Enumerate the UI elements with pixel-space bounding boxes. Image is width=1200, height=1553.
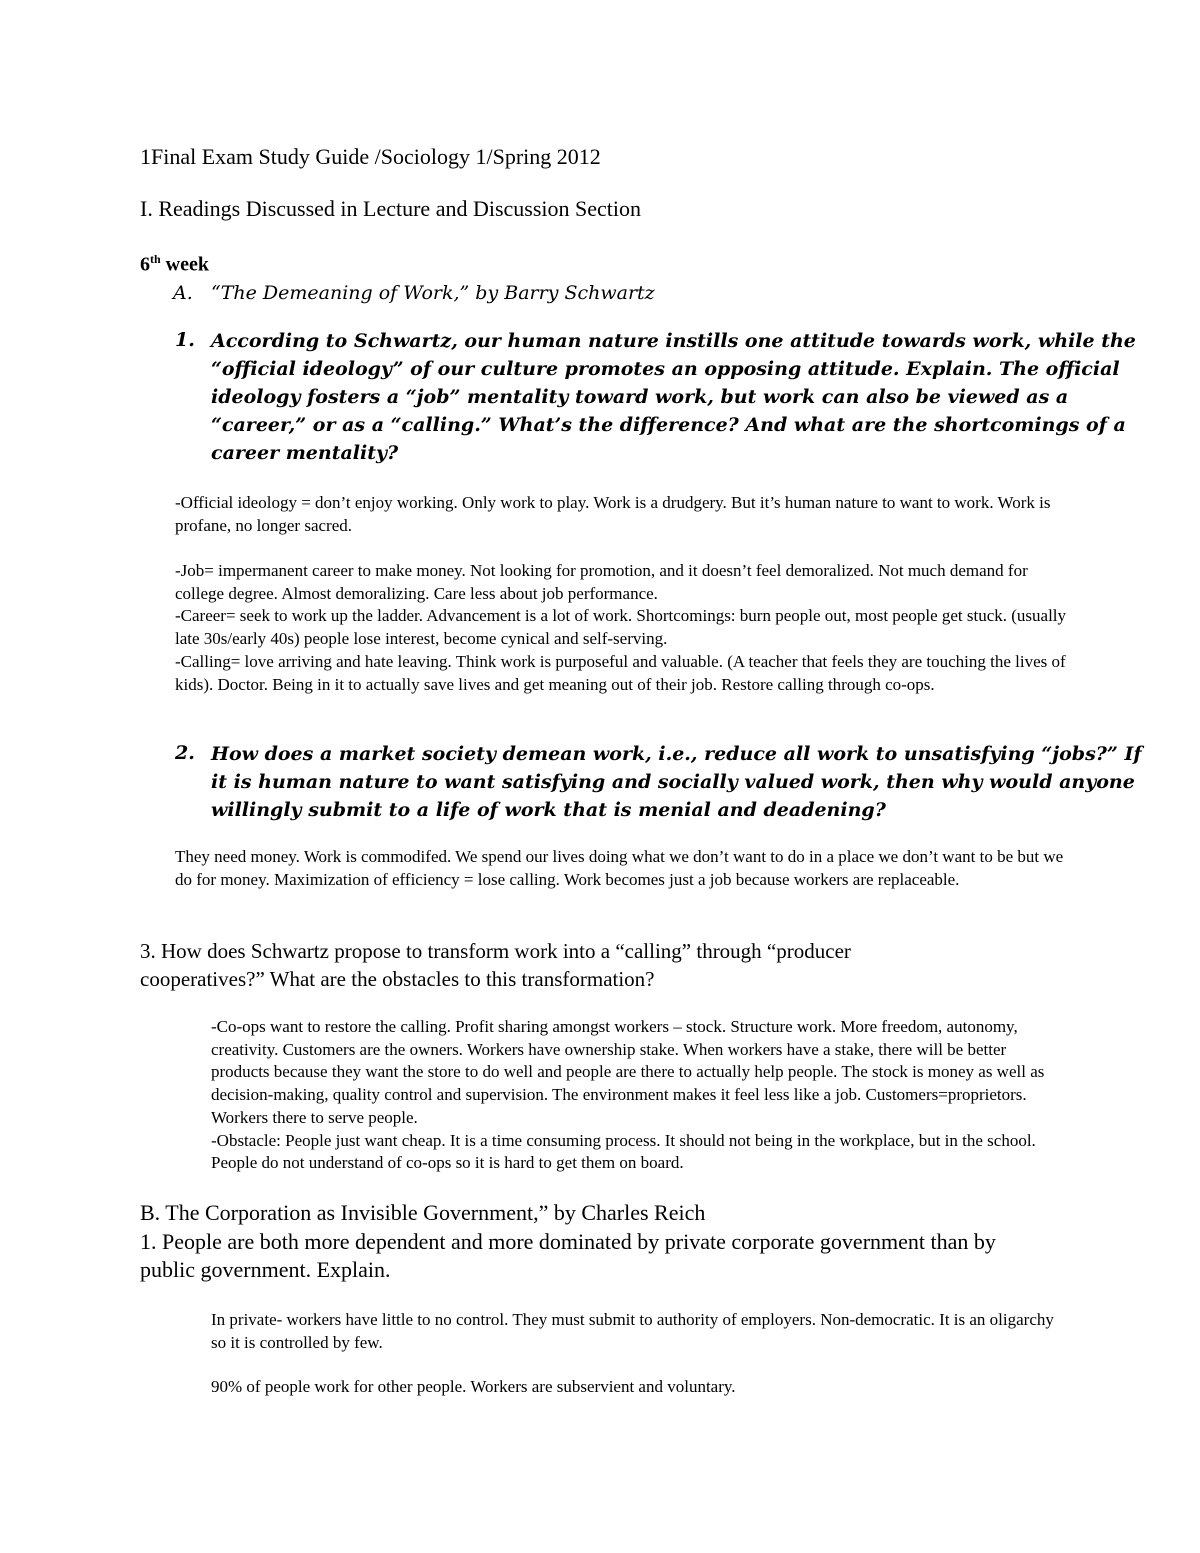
reading-a-marker: A. [173, 282, 193, 304]
document-title: 1Final Exam Study Guide /Sociology 1/Spring 2012 [140, 144, 601, 169]
question-3-line: cooperatives?” What are the obstacles to this transformation? [140, 967, 655, 991]
answer-2: They need money. Work is commodifed. We spend our lives doing what we don’t want to do in a place we don’t want to be but we do for money. Maximization of efficiency = lose calling. Work becomes just a job because workers are replaceable. [175, 847, 1064, 889]
reading-b-answer-1: In private- workers have little to no control. They must submit to authority of employers. Non-democratic. It is an oligarchy so it is controlled by few. [211, 1310, 1054, 1352]
question-2-marker: 2. [175, 742, 195, 764]
question-1-line: career mentality? [211, 442, 399, 464]
answer-1-official-ideology: -Official ideology = don’t enjoy working. Only work to play. Work is a drudgery. But it’s human nature to want to work. Work is profane, no longer sacred. [175, 493, 1051, 535]
week-number: 6 [140, 253, 150, 276]
answer-3 [211, 1016, 1066, 1175]
section-heading: I. Readings Discussed in Lecture and Discussion Section [140, 196, 642, 221]
answer-1-career: -Career= seek to work up the ladder. Advancement is a lot of work. Shortcomings: burn people out, most people get stuck. (usually late 30s/early 40s) people lose interest, become cynical and self-serving. [175, 606, 1067, 649]
week-label: week [160, 253, 209, 276]
question-2-line: How does a market society demean work, i.e., reduce all work to unsatisfying “jobs?” If [211, 743, 1142, 765]
question-1-marker: 1. [175, 329, 195, 351]
question-2 [211, 740, 1142, 824]
reading-b-answer-1-statistic: 90% of people work for other people. Workers are subservient and voluntary. [211, 1377, 736, 1396]
reading-b-question-1 [140, 1228, 1080, 1284]
question-1 [211, 327, 1136, 467]
question-1-line: According to Schwartz, our human nature instills one attitude towards work, while the [211, 330, 1136, 352]
question-3-line: 3. How does Schwartz propose to transform work into a “calling” through “producer [140, 939, 851, 963]
question-2-line: it is human nature to want satisfying and socially valued work, then why would anyone [211, 771, 1135, 793]
question-2-line: willingly submit to a life of work that is menial and deadening? [211, 799, 886, 821]
question-1-line: ideology fosters a “job” mentality toward work, but work can also be viewed as a [211, 386, 1069, 408]
answer-1-calling: -Calling= love arriving and hate leaving. Think work is purposeful and valuable. (A teacher that feels they are touching the lives of kids). Doctor. Being in it to actually save lives and get meaning out of their job. Restore calling through co-ops. [175, 651, 1066, 694]
week-suffix: th [150, 252, 161, 266]
answer-3-coops: -Co-ops want to restore the calling. Profit sharing amongst workers – stock. Structure work. More freedom, autonomy, creativity. Customers are the owners. Workers have ownership stake. When workers have a stake, there will be better products because they want the store to do well and people are there to actually help people. The stock is money as well as decision-making, quality control and supervision. The environment makes it feel less like a job. Customers=proprietors. Workers there to serve people. [211, 1017, 1045, 1127]
answer-1-roles [175, 560, 1075, 696]
week-heading [140, 252, 209, 277]
question-1-line: “career,” or as a “calling.” What’s the difference? And what are the shortcomings of a [211, 414, 1126, 436]
question-3 [140, 937, 1080, 993]
question-1-line: “official ideology” of our culture promotes an opposing attitude. Explain. The official [211, 358, 1120, 380]
reading-b-question-1-line: 1. People are both more dependent and more dominated by private corporate government than by [140, 1229, 996, 1254]
reading-b-question-1-line: public government. Explain. [140, 1257, 391, 1282]
reading-b-title: B. The Corporation as Invisible Government,” by Charles Reich [140, 1200, 706, 1225]
reading-a-title: “The Demeaning of Work,” by Barry Schwartz [211, 282, 655, 304]
answer-1-job: -Job= impermanent career to make money. Not looking for promotion, and it doesn’t feel demoralized. Not much demand for college degree. Almost demoralizing. Care less about job performance. [175, 561, 1028, 603]
answer-3-obstacle: -Obstacle: People just want cheap. It is a time consuming process. It should not being in the workplace, but in the school. People do not understand of co-ops so it is hard to get them on board. [211, 1130, 1036, 1173]
